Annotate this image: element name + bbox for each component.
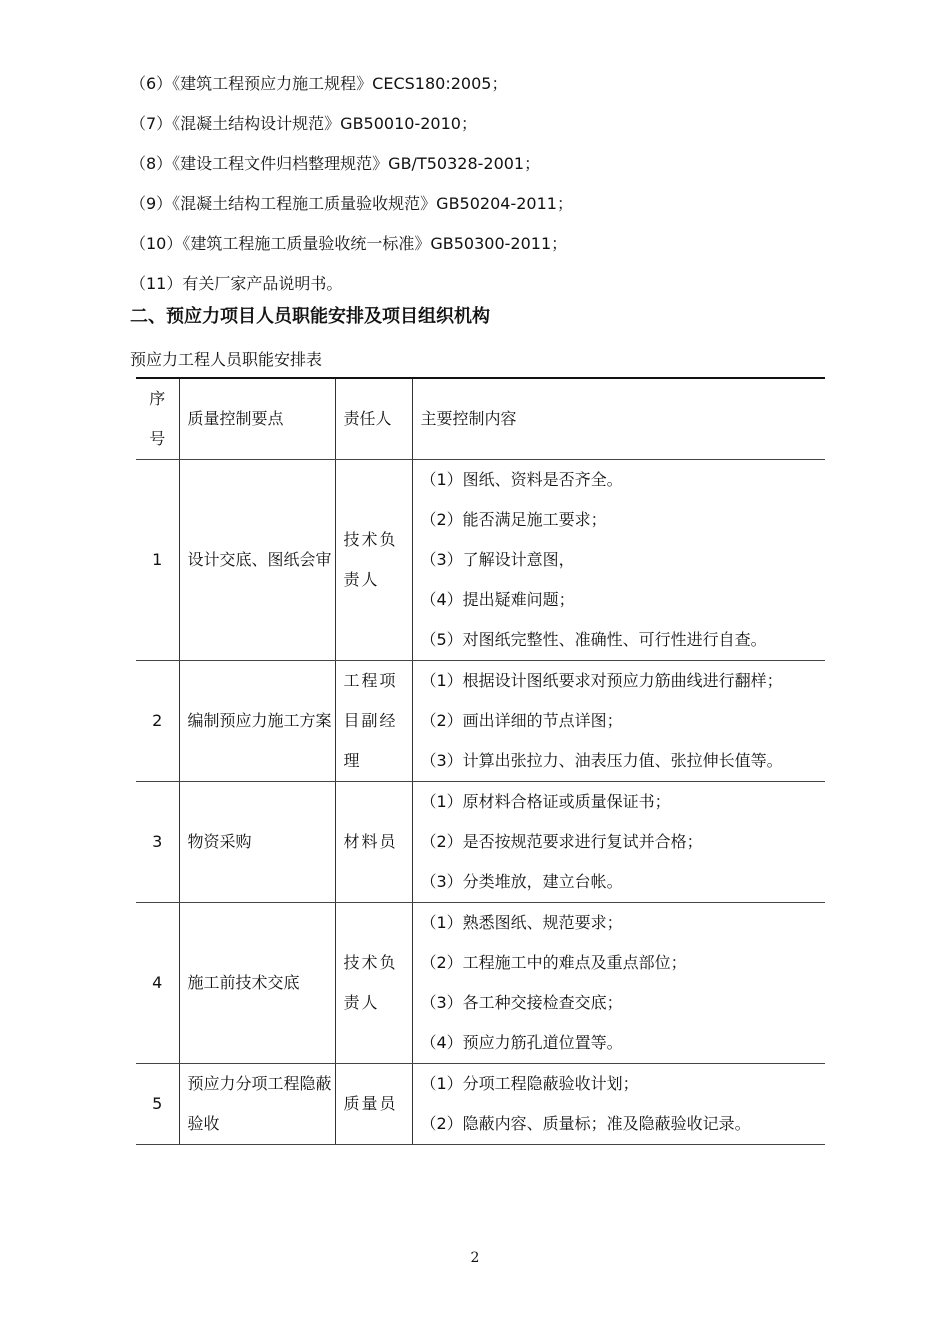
content-item: （2）画出详细的节点详图； (420, 711, 623, 730)
content-item: （4）提出疑难问题； (420, 590, 575, 609)
row-point: 预应力分项工程隐蔽验收 (179, 1064, 335, 1145)
content-item: （3）分类堆放，建立台帐。 (420, 872, 623, 891)
row-seq: 3 (136, 782, 179, 903)
reference-list (130, 64, 573, 304)
row-content (412, 782, 825, 903)
table-header-row (136, 378, 825, 460)
table-row (136, 903, 825, 1064)
content-item: （2）工程施工中的难点及重点部位； (420, 953, 687, 972)
row-point: 物资采购 (179, 782, 335, 903)
content-item: （3）了解设计意图， (420, 550, 575, 569)
content-item: （4）预应力筋孔道位置等。 (420, 1033, 623, 1052)
row-person: 技术负责人 (335, 903, 412, 1064)
content-item: （1）分项工程隐蔽验收计划； (420, 1074, 639, 1093)
row-seq: 5 (136, 1064, 179, 1145)
row-content (412, 903, 825, 1064)
table-caption: 预应力工程人员职能安排表 (130, 350, 323, 369)
section-heading: 二、预应力项目人员职能安排及项目组织机构 (130, 306, 490, 327)
row-content (412, 661, 825, 782)
row-person: 工程项目副经理 (335, 661, 412, 782)
row-point: 施工前技术交底 (179, 903, 335, 1064)
header-seq: 序号 (136, 378, 179, 460)
content-item: （2）隐蔽内容、质量标；准及隐蔽验收记录。 (420, 1114, 751, 1133)
table-row (136, 1064, 825, 1145)
reference-item: （10）《建筑工程施工质量验收统一标准》GB50300-2011； (130, 234, 568, 253)
row-content (412, 1064, 825, 1145)
content-item: （5）对图纸完整性、准确性、可行性进行自查。 (420, 630, 767, 649)
content-item: （2）是否按规范要求进行复试并合格； (420, 832, 703, 851)
row-person: 技术负责人 (335, 460, 412, 661)
row-seq: 4 (136, 903, 179, 1064)
row-person: 质量员 (335, 1064, 412, 1145)
reference-item: （7）《混凝土结构设计规范》GB50010-2010； (130, 114, 477, 133)
content-item: （2）能否满足施工要求； (420, 510, 607, 529)
row-point: 编制预应力施工方案 (179, 661, 335, 782)
row-person: 材料员 (335, 782, 412, 903)
table-row (136, 460, 825, 661)
reference-item: （11）有关厂家产品说明书。 (130, 274, 343, 293)
content-item: （3）各工种交接检查交底； (420, 993, 623, 1012)
header-point: 质量控制要点 (179, 378, 335, 460)
reference-item: （6）《建筑工程预应力施工规程》CECS180:2005； (130, 74, 508, 93)
table-row (136, 661, 825, 782)
reference-item: （8）《建设工程文件归档整理规范》GB/T50328-2001； (130, 154, 541, 173)
content-item: （1）原材料合格证或质量保证书； (420, 792, 671, 811)
content-item: （3）计算出张拉力、油表压力值、张拉伸长值等。 (420, 751, 783, 770)
header-person: 责任人 (335, 378, 412, 460)
reference-item: （9）《混凝土结构工程施工质量验收规范》GB50204-2011； (130, 194, 573, 213)
header-content: 主要控制内容 (412, 378, 825, 460)
page-number: 2 (470, 1250, 480, 1266)
row-seq: 2 (136, 661, 179, 782)
duty-table (136, 377, 825, 1145)
row-content (412, 460, 825, 661)
table-row (136, 782, 825, 903)
row-seq: 1 (136, 460, 179, 661)
content-item: （1）根据设计图纸要求对预应力筋曲线进行翻样； (420, 671, 783, 690)
content-item: （1）图纸、资料是否齐全。 (420, 470, 623, 489)
content-item: （1）熟悉图纸、规范要求； (420, 913, 623, 932)
row-point: 设计交底、图纸会审 (179, 460, 335, 661)
